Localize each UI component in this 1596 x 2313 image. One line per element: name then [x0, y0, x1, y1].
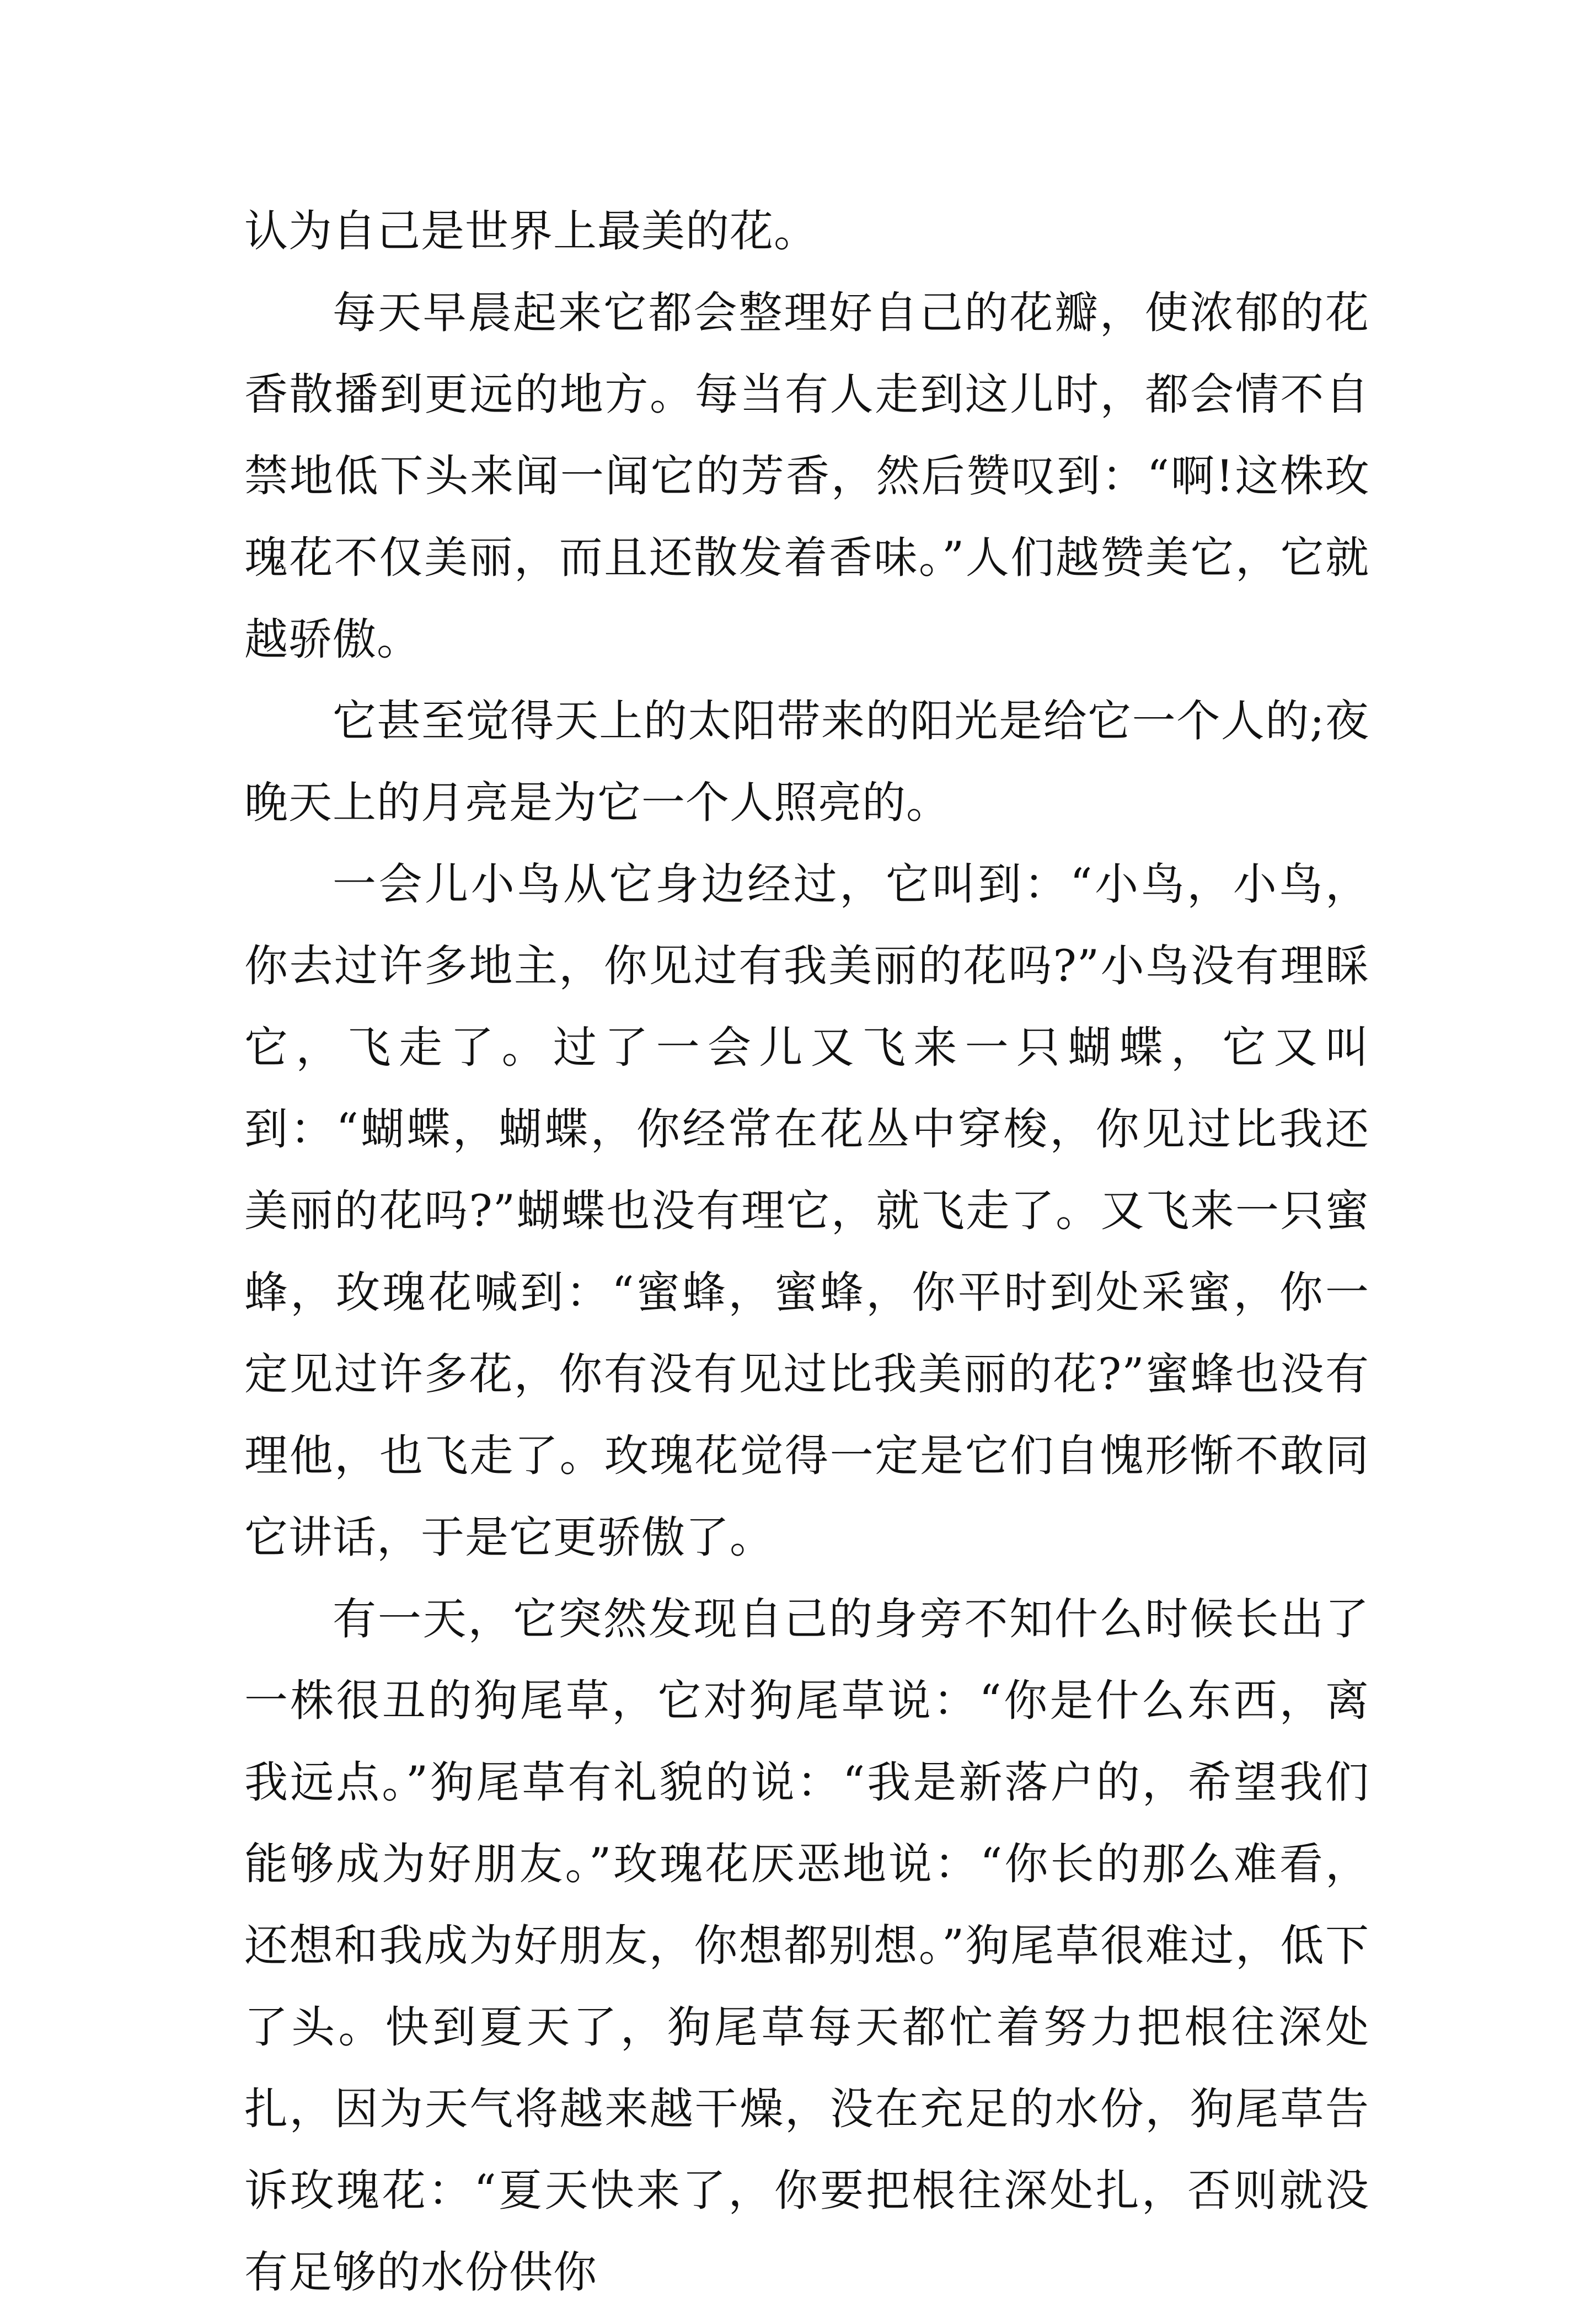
paragraph: 认为自己是世界上最美的花。	[244, 206, 818, 257]
paragraph: 有一天，它突然发现自己的身旁不知什么时候长出了一株很丑的狗尾草，它对狗尾草说：“你是什么东西，离我远点。”狗尾草有礼貌的说：“我是新落户的，希望我们能够成为好朋友。”玫瑰花厌恶地说：“你长的那么难看，还想和我成为好朋友，你想都别想。”狗尾草很难过，低下了头。快到夏天了，狗尾草每天都忙着努力把根往深处扎，因为天气将越来越干燥，没在充足的水份，狗尾草告诉玫瑰花：“夏天快来了，你要把根往深处扎，否则就没有足够的水份供你	[244, 1594, 1369, 2298]
paragraph: 它甚至觉得天上的太阳带来的阳光是给它一个人的;夜晚天上的月亮是为它一个人照亮的。	[244, 696, 1369, 828]
paragraph: 一会儿小鸟从它身边经过，它叫到：“小鸟，小鸟，你去过许多地主，你见过有我美丽的花吗?”小鸟没有理睬它，飞走了。过了一会儿又飞来一只蝴蝶，它又叫到：“蝴蝶，蝴蝶，你经常在花丛中穿梭，你见过比我还美丽的花吗?”蝴蝶也没有理它，就飞走了。又飞来一只蜜蜂，玫瑰花喊到：“蜜蜂，蜜蜂，你平时到处采蜜，你一定见过许多花，你有没有见过比我美丽的花?”蜜蜂也没有理他，也飞走了。玫瑰花觉得一定是它们自愧形惭不敢同它讲话，于是它更骄傲了。	[244, 859, 1369, 1563]
article-body	[244, 190, 1369, 2313]
paragraph: 每天早晨起来它都会整理好自己的花瓣，使浓郁的花香散播到更远的地方。每当有人走到这儿时，都会情不自禁地低下头来闻一闻它的芳香，然后赞叹到：“啊!这株玫瑰花不仅美丽，而且还散发着香味。”人们越赞美它，它就越骄傲。	[244, 287, 1369, 665]
